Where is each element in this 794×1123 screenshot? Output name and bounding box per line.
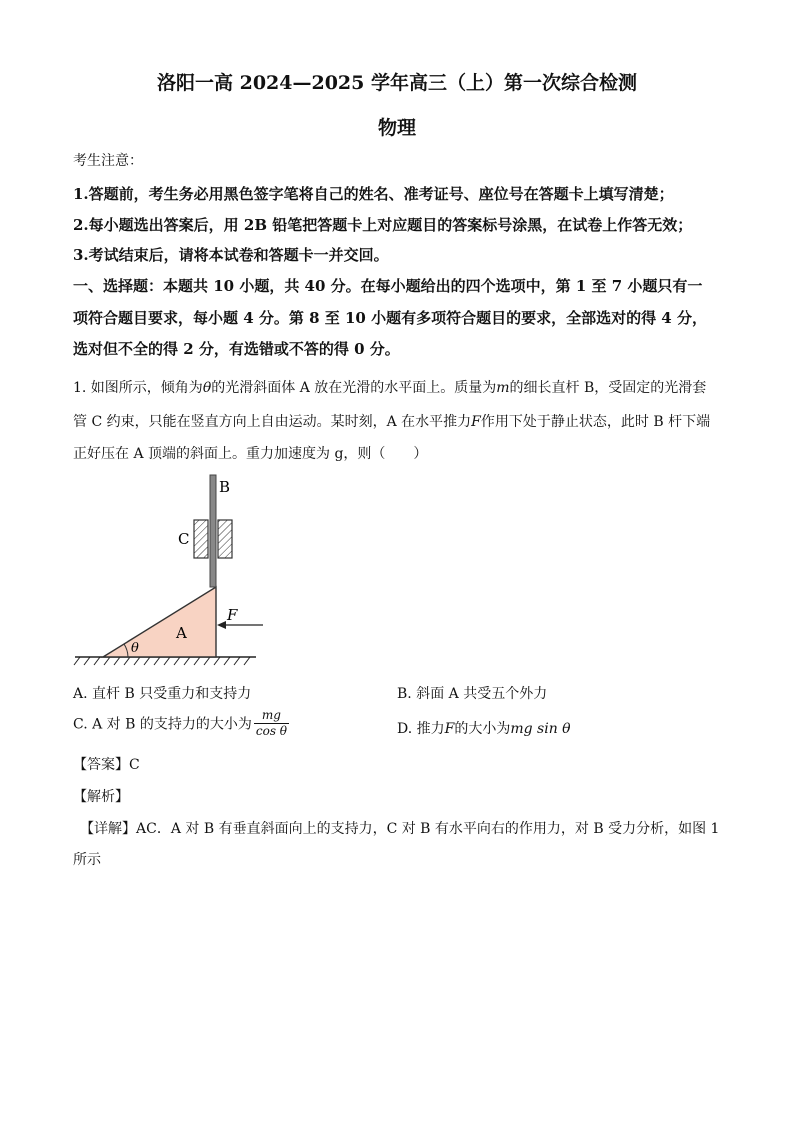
notice-item-1: 1.答题前，考生务必用黑色签字笔将自己的姓名、准考证号、座位号在答题卡上填写清楚； [73,185,674,203]
label-A: A [176,624,187,642]
label-B: B [219,478,231,496]
section-line-1: 一、选择题：本题共 10 小题，共 40 分。在每小题给出的四个选项中，第 1 至 7 小题只有一 [73,277,703,295]
option-D: D. 推力F的大小为mg sin θ [397,721,571,737]
option-A: A. 直杆 B 只受重力和支持力 [73,686,252,702]
rod-B [210,475,216,587]
subject-title: 物理 [377,117,416,139]
exam-title: 洛阳一高 2024—2025 学年高三（上）第一次综合检测 [157,72,637,94]
notice-heading: 考生注意： [73,153,143,169]
label-theta: θ [131,641,139,656]
ground-hatching [74,657,250,665]
fraction-mg-over-cos: $\frac{mg}{\text{cos θ}}$ [255,708,288,738]
sleeve-C-right [218,520,232,558]
question-1-line-1: 1. 如图所示，倾角为θ的光滑斜面体 A 放在光滑的水平面上。质量为m的细长直杆 B，受固定的光滑套 [73,380,707,396]
detail-line-2: 所示 [73,852,101,868]
force-arrowhead [217,621,226,629]
analysis-label: 【解析】 [73,789,129,805]
label-F: F [227,606,238,624]
question-1-line-2: 管 C 约束，只能在竖直方向上自由运动。某时刻，A 在水平推力F作用下处于静止状态，此时 B 杆下端 [73,414,711,430]
incline-A [103,587,216,657]
force-symbol: F [471,414,481,430]
answer-line: 【答案】C [73,757,140,773]
detail-line-1: 【详解】AC．A 对 B 有垂直斜面向上的支持力，C 对 B 有水平向右的作用力，对 B 受力分析，如图 1 [80,821,720,837]
option-B: B. 斜面 A 共受五个外力 [397,686,548,702]
notice-item-2: 2.每小题选出答案后，用 2B 铅笔把答题卡上对应题目的答案标号涂黑，在试卷上作答无效； [73,216,693,234]
section-line-2: 项符合题目要求，每小题 4 分。第 8 至 10 小题有多项符合题目的要求，全部选对的得 4 分， [73,309,707,327]
label-C: C [178,530,190,548]
theta-symbol: θ [202,380,212,396]
option-C: C. A 对 B 的支持力的大小为 $\frac{mg}{\text{cos θ}}$ [73,708,288,738]
section-line-3: 选对但不全的得 2 分，有选错或不答的得 0 分。 [73,340,400,358]
incline-rod-figure [70,472,270,668]
sleeve-C-left [194,520,208,558]
notice-item-3: 3.考试结束后，请将本试卷和答题卡一并交回。 [73,246,389,264]
question-1-line-3: 正好压在 A 顶端的斜面上。重力加速度为 g，则（ ） [73,446,428,462]
mass-symbol: m [496,380,510,396]
